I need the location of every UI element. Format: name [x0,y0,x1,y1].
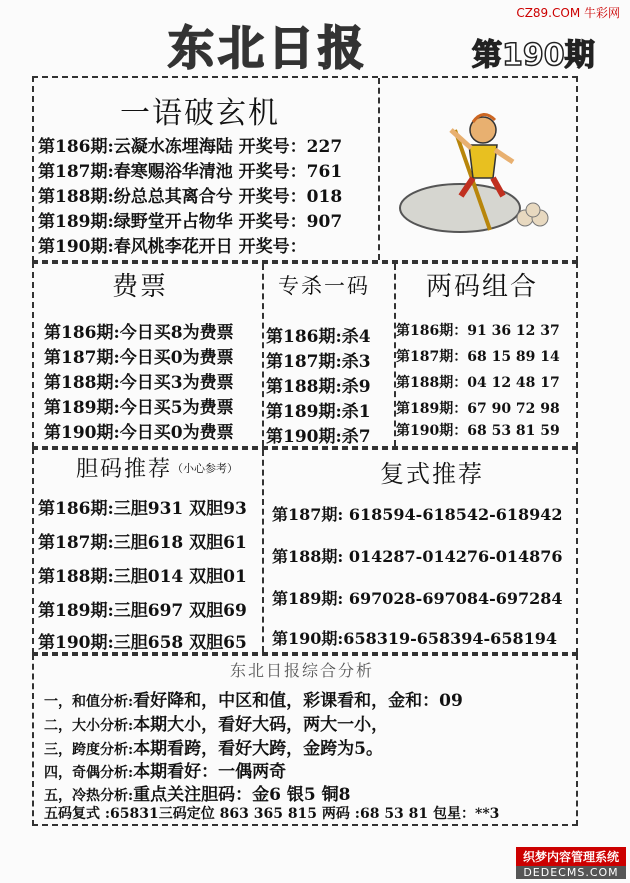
analysis-row [44,686,463,711]
site-watermark[interactable]: CZ89.COM 牛彩网 [516,6,620,20]
combo-row: 第189期：67 90 72 98 [396,401,560,417]
analysis-row [44,734,383,759]
riddle-row: 第188期:纷总总其离合兮 开奖号：018 [38,187,343,207]
analysis-title: 东北日报综合分析 [230,661,375,680]
analysis-row [44,780,351,805]
dan-row: 第186期:三胆931 双胆93 [38,499,247,519]
fee-row: 第189期:今日买5为费票 [44,398,234,418]
dan-note: （小心参考） [172,462,238,475]
combo-row: 第188期：04 12 48 17 [396,375,560,391]
riddle-title: 一语破玄机 [120,96,280,131]
riddle-divider [378,78,380,260]
combo-row: 第190期：68 53 81 59 [396,423,560,439]
fushi-row: 第188期: 014287-014276-014876 [272,547,563,566]
cms-watermark [516,847,626,879]
dan-divider [262,450,264,652]
kill-row: 第186期:杀4 [266,327,371,347]
cms-watermark-line1: 织梦内容管理系统 [516,847,626,866]
analysis-label: 四，奇偶分析: [44,765,134,781]
kill-row: 第189期:杀1 [266,402,371,422]
fee-row: 第187期:今日买0为费票 [44,348,234,368]
combo-title: 两码组合 [426,272,539,302]
fee-title: 费票 [112,272,169,302]
fushi-row: 第190期:658319-658394-658194 [272,629,557,648]
fushi-title: 复式推荐 [380,460,484,488]
kill-row: 第187期:杀3 [266,352,371,372]
analysis-text: 看好降和，中区和值，彩课看和，金和：09 [133,691,463,711]
analysis-label: 一，和值分析: [44,694,134,710]
monkey-king-illustration [395,100,565,240]
analysis-label: 五，冷热分析: [44,788,134,804]
fee-divider [262,264,264,446]
fee-row: 第188期:今日买3为费票 [44,373,234,393]
analysis-text: 重点关注胆码：金6 银5 铜8 [133,785,351,805]
analysis-text: 本期大小，看好大码，两大一小， [133,715,389,735]
riddle-row: 第190期:春风桃李花开日 开奖号： [38,237,307,257]
analysis-text: 本期看好：一偶两奇 [133,762,287,782]
cms-watermark-line2: DEDECMS.COM [516,866,626,879]
dan-row: 第189期:三胆697 双胆69 [38,601,247,621]
issue-number: 第190期 [472,38,595,73]
kill-row: 第190期:杀7 [266,427,371,447]
combo-row: 第186期：91 36 12 37 [396,323,560,339]
fee-row: 第186期:今日买8为费票 [44,323,234,343]
dan-title: 胆码推荐 [76,457,173,482]
kill-row: 第188期:杀9 [266,377,371,397]
fushi-row: 第187期: 618594-618542-618942 [272,505,563,524]
analysis-text: 本期看跨，看好大跨，金跨为5。 [133,739,383,759]
kill-title: 专杀一码 [278,274,370,298]
analysis-row [44,710,388,735]
riddle-row: 第186期:云凝水冻埋海陆 开奖号：227 [38,137,343,157]
analysis-label: 三，跨度分析: [44,742,134,758]
dan-row: 第188期:三胆014 双胆01 [38,567,247,587]
fee-row: 第190期:今日买0为费票 [44,423,234,443]
combo-row: 第187期：68 15 89 14 [396,349,560,365]
dan-row: 第190期:三胆658 双胆65 [38,633,247,653]
riddle-row: 第187期:春寒赐浴华清池 开奖号：761 [38,162,343,182]
analysis-summary: 五码复式 :65831三码定位 863 365 815 两码 :68 53 81 包星：**3 [44,806,500,822]
riddle-row: 第189期:绿野堂开占物华 开奖号：907 [38,212,343,232]
fushi-row: 第189期: 697028-697084-697284 [272,589,563,608]
newspaper-title: 东北日报 [168,21,368,75]
dan-row: 第187期:三胆618 双胆61 [38,533,247,553]
analysis-label: 二，大小分析: [44,718,134,734]
analysis-row [44,757,286,782]
